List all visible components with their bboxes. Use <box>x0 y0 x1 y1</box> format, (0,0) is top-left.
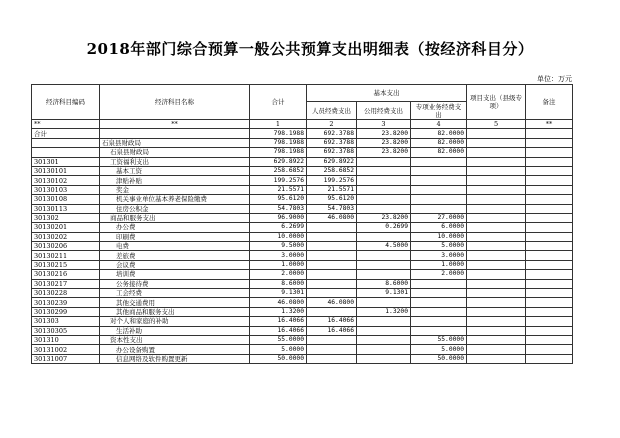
cell-special: 82.0000 <box>411 138 467 147</box>
cell-code: 30130215 <box>32 260 100 269</box>
cell-remark <box>526 204 573 213</box>
cell-remark <box>526 279 573 288</box>
header-basic: 基本支出 <box>307 85 467 102</box>
table-row <box>32 176 573 185</box>
cell-remark <box>526 138 573 147</box>
cell-total: 798.1988 <box>250 129 307 138</box>
cell-remark <box>526 242 573 251</box>
cell-code <box>32 148 100 157</box>
cell-personnel: 95.6120 <box>307 195 357 204</box>
cell-public: 23.8200 <box>357 138 411 147</box>
cell-project <box>467 129 526 138</box>
cell-total: 55.0000 <box>250 335 307 344</box>
cell-public <box>357 317 411 326</box>
cell-total: 16.4066 <box>250 326 307 335</box>
table-row <box>32 326 573 335</box>
cell-remark <box>526 260 573 269</box>
cell-total: 199.2576 <box>250 176 307 185</box>
cell-project <box>467 307 526 316</box>
cell-remark <box>526 223 573 232</box>
table-row <box>32 354 573 363</box>
cell-project <box>467 148 526 157</box>
cell-special <box>411 195 467 204</box>
index-cell: 1 <box>250 120 307 129</box>
cell-public: 8.6000 <box>357 279 411 288</box>
cell-personnel <box>307 289 357 298</box>
cell-code: 30130299 <box>32 307 100 316</box>
cell-public <box>357 260 411 269</box>
table-body <box>32 129 573 364</box>
cell-public <box>357 195 411 204</box>
cell-personnel <box>307 260 357 269</box>
cell-code: 301303 <box>32 317 100 326</box>
cell-special: 50.0000 <box>411 354 467 363</box>
cell-name: 其他交通费用 <box>100 298 250 307</box>
cell-total: 9.1301 <box>250 289 307 298</box>
cell-name: 石泉县财政局 <box>100 148 250 157</box>
cell-personnel: 46.0800 <box>307 213 357 222</box>
cell-name: 办公费 <box>100 223 250 232</box>
cell-remark <box>526 213 573 222</box>
cell-project <box>467 289 526 298</box>
cell-name: 住房公积金 <box>100 204 250 213</box>
cell-total: 3.0000 <box>250 251 307 260</box>
cell-public <box>357 185 411 194</box>
cell-personnel: 692.3788 <box>307 129 357 138</box>
cell-total: 798.1988 <box>250 138 307 147</box>
cell-public <box>357 176 411 185</box>
cell-code: 301310 <box>32 335 100 344</box>
header-project: 项目支出（县级专项） <box>467 85 526 120</box>
table-row <box>32 242 573 251</box>
cell-remark <box>526 195 573 204</box>
index-cell: ** <box>32 120 100 129</box>
cell-name: 公务接待费 <box>100 279 250 288</box>
cell-personnel <box>307 279 357 288</box>
cell-remark <box>526 345 573 354</box>
cell-special: 27.0000 <box>411 213 467 222</box>
cell-public <box>357 251 411 260</box>
index-row <box>32 120 573 129</box>
cell-public <box>357 298 411 307</box>
cell-public: 1.3200 <box>357 307 411 316</box>
cell-personnel: 199.2576 <box>307 176 357 185</box>
cell-public: 4.5000 <box>357 242 411 251</box>
cell-personnel <box>307 232 357 241</box>
table-row <box>32 260 573 269</box>
cell-remark <box>526 232 573 241</box>
cell-special <box>411 279 467 288</box>
cell-special <box>411 157 467 166</box>
cell-personnel <box>307 307 357 316</box>
cell-code: 30130216 <box>32 270 100 279</box>
cell-public <box>357 270 411 279</box>
cell-personnel: 21.5571 <box>307 185 357 194</box>
cell-personnel: 16.4066 <box>307 317 357 326</box>
cell-personnel: 692.3788 <box>307 148 357 157</box>
cell-public: 0.2699 <box>357 223 411 232</box>
cell-name: 奖金 <box>100 185 250 194</box>
cell-total: 96.9000 <box>250 213 307 222</box>
cell-name: 机关事业单位基本养老保险缴费 <box>100 195 250 204</box>
cell-public: 23.8200 <box>357 148 411 157</box>
cell-name: 商品和服务支出 <box>100 213 250 222</box>
header-personnel: 人员经费支出 <box>307 102 357 120</box>
cell-public <box>357 157 411 166</box>
cell-total: 16.4066 <box>250 317 307 326</box>
cell-name: 工会经费 <box>100 289 250 298</box>
cell-remark <box>526 354 573 363</box>
cell-code: 30130217 <box>32 279 100 288</box>
cell-name: 信息网络及软件购置更新 <box>100 354 250 363</box>
header-remark: 备注 <box>526 85 573 120</box>
cell-personnel <box>307 270 357 279</box>
cell-remark <box>526 166 573 175</box>
cell-public: 9.1301 <box>357 289 411 298</box>
cell-special <box>411 307 467 316</box>
cell-personnel: 54.7803 <box>307 204 357 213</box>
cell-project <box>467 138 526 147</box>
header-total: 合计 <box>250 85 307 120</box>
cell-special <box>411 166 467 175</box>
cell-code: 30130305 <box>32 326 100 335</box>
cell-special: 2.0000 <box>411 270 467 279</box>
cell-total: 2.0000 <box>250 270 307 279</box>
cell-project <box>467 204 526 213</box>
cell-special: 6.0000 <box>411 223 467 232</box>
page-title: 2018年部门综合预算一般公共预算支出明细表（按经济科目分） <box>86 40 534 58</box>
cell-name: 差旅费 <box>100 251 250 260</box>
cell-remark <box>526 185 573 194</box>
table-row <box>32 148 573 157</box>
cell-code: 30131002 <box>32 345 100 354</box>
cell-public <box>357 326 411 335</box>
table-row <box>32 279 573 288</box>
cell-public <box>357 335 411 344</box>
cell-total: 10.0000 <box>250 232 307 241</box>
cell-code: 301302 <box>32 213 100 222</box>
cell-project <box>467 157 526 166</box>
cell-project <box>467 317 526 326</box>
cell-name: 会议费 <box>100 260 250 269</box>
cell-code: 合计 <box>32 129 100 138</box>
cell-special: 5.0000 <box>411 242 467 251</box>
table-row <box>32 335 573 344</box>
cell-remark <box>526 129 573 138</box>
cell-total: 1.0000 <box>250 260 307 269</box>
cell-name: 津贴补贴 <box>100 176 250 185</box>
cell-name <box>100 129 250 138</box>
index-cell: 2 <box>307 120 357 129</box>
cell-personnel: 16.4066 <box>307 326 357 335</box>
cell-name: 资本性支出 <box>100 335 250 344</box>
cell-public: 23.8200 <box>357 213 411 222</box>
cell-personnel <box>307 335 357 344</box>
table-row <box>32 317 573 326</box>
table-row <box>32 166 573 175</box>
cell-remark <box>526 298 573 307</box>
cell-total: 1.3200 <box>250 307 307 316</box>
table-row <box>32 213 573 222</box>
cell-total: 258.6852 <box>250 166 307 175</box>
cell-code: 30130113 <box>32 204 100 213</box>
header-code: 经济科目编码 <box>32 85 100 120</box>
table-row <box>32 232 573 241</box>
cell-remark <box>526 251 573 260</box>
cell-project <box>467 166 526 175</box>
cell-name: 培训费 <box>100 270 250 279</box>
cell-public <box>357 345 411 354</box>
table-row <box>32 195 573 204</box>
index-cell: ** <box>100 120 250 129</box>
cell-public <box>357 232 411 241</box>
cell-project <box>467 354 526 363</box>
cell-public: 23.8200 <box>357 129 411 138</box>
table-row <box>32 307 573 316</box>
table-row <box>32 345 573 354</box>
cell-special: 3.0000 <box>411 251 467 260</box>
cell-name: 基本工资 <box>100 166 250 175</box>
cell-code: 30130201 <box>32 223 100 232</box>
cell-special <box>411 326 467 335</box>
table-row <box>32 251 573 260</box>
cell-special: 82.0000 <box>411 129 467 138</box>
cell-code: 30130211 <box>32 251 100 260</box>
cell-public <box>357 354 411 363</box>
cell-remark <box>526 157 573 166</box>
cell-personnel <box>307 345 357 354</box>
cell-project <box>467 223 526 232</box>
cell-personnel: 46.0800 <box>307 298 357 307</box>
cell-remark <box>526 270 573 279</box>
unit-label: 单位：万元 <box>537 75 572 83</box>
cell-name: 工资福利支出 <box>100 157 250 166</box>
cell-project <box>467 298 526 307</box>
cell-personnel <box>307 223 357 232</box>
cell-name: 印刷费 <box>100 232 250 241</box>
cell-code: 30130108 <box>32 195 100 204</box>
cell-personnel <box>307 242 357 251</box>
cell-name: 石泉县财政局 <box>100 138 250 147</box>
header-name: 经济科目名称 <box>100 85 250 120</box>
cell-total: 5.0000 <box>250 345 307 354</box>
cell-personnel: 692.3788 <box>307 138 357 147</box>
cell-special <box>411 298 467 307</box>
cell-special <box>411 289 467 298</box>
cell-project <box>467 335 526 344</box>
cell-total: 21.5571 <box>250 185 307 194</box>
cell-project <box>467 242 526 251</box>
cell-public <box>357 204 411 213</box>
cell-personnel <box>307 354 357 363</box>
cell-project <box>467 176 526 185</box>
cell-code <box>32 138 100 147</box>
cell-special <box>411 185 467 194</box>
cell-special: 1.0000 <box>411 260 467 269</box>
cell-total: 629.8922 <box>250 157 307 166</box>
cell-special <box>411 176 467 185</box>
table-row <box>32 270 573 279</box>
cell-project <box>467 345 526 354</box>
cell-project <box>467 251 526 260</box>
cell-name: 生活补助 <box>100 326 250 335</box>
cell-remark <box>526 335 573 344</box>
table-row <box>32 185 573 194</box>
cell-remark <box>526 289 573 298</box>
header-public: 公用经费支出 <box>357 102 411 120</box>
index-cell: 4 <box>411 120 467 129</box>
cell-total: 6.2699 <box>250 223 307 232</box>
cell-special: 5.0000 <box>411 345 467 354</box>
table-row <box>32 298 573 307</box>
expenditure-table <box>31 84 573 364</box>
cell-special: 82.0000 <box>411 148 467 157</box>
cell-special <box>411 317 467 326</box>
cell-name: 办公设备购置 <box>100 345 250 354</box>
cell-name: 对个人和家庭的补助 <box>100 317 250 326</box>
index-cell: 3 <box>357 120 411 129</box>
cell-project <box>467 270 526 279</box>
index-cell: 5 <box>467 120 526 129</box>
table-row <box>32 204 573 213</box>
cell-code: 30130103 <box>32 185 100 194</box>
table-row <box>32 138 573 147</box>
cell-special: 10.0000 <box>411 232 467 241</box>
cell-personnel: 629.8922 <box>307 157 357 166</box>
cell-total: 8.6000 <box>250 279 307 288</box>
cell-remark <box>526 176 573 185</box>
cell-personnel <box>307 251 357 260</box>
cell-remark <box>526 307 573 316</box>
cell-project <box>467 260 526 269</box>
cell-name: 电费 <box>100 242 250 251</box>
table-row <box>32 289 573 298</box>
cell-project <box>467 185 526 194</box>
cell-code: 30130228 <box>32 289 100 298</box>
cell-project <box>467 279 526 288</box>
cell-project <box>467 195 526 204</box>
cell-code: 30130206 <box>32 242 100 251</box>
cell-code: 30130101 <box>32 166 100 175</box>
table-row <box>32 129 573 138</box>
cell-personnel: 258.6852 <box>307 166 357 175</box>
cell-special <box>411 204 467 213</box>
cell-total: 95.6120 <box>250 195 307 204</box>
cell-special: 55.0000 <box>411 335 467 344</box>
cell-total: 50.0000 <box>250 354 307 363</box>
cell-name: 其他商品和服务支出 <box>100 307 250 316</box>
cell-remark <box>526 317 573 326</box>
index-cell: ** <box>526 120 573 129</box>
cell-total: 54.7803 <box>250 204 307 213</box>
cell-remark <box>526 326 573 335</box>
cell-project <box>467 326 526 335</box>
cell-project <box>467 232 526 241</box>
table-row <box>32 223 573 232</box>
cell-code: 30131007 <box>32 354 100 363</box>
cell-project <box>467 213 526 222</box>
cell-total: 46.0800 <box>250 298 307 307</box>
cell-code: 30130239 <box>32 298 100 307</box>
cell-total: 9.5000 <box>250 242 307 251</box>
cell-public <box>357 166 411 175</box>
cell-code: 30130202 <box>32 232 100 241</box>
cell-code: 30130102 <box>32 176 100 185</box>
header-special: 专项业务经费支出 <box>411 102 467 120</box>
cell-code: 301301 <box>32 157 100 166</box>
cell-total: 798.1988 <box>250 148 307 157</box>
cell-remark <box>526 148 573 157</box>
table-row <box>32 157 573 166</box>
